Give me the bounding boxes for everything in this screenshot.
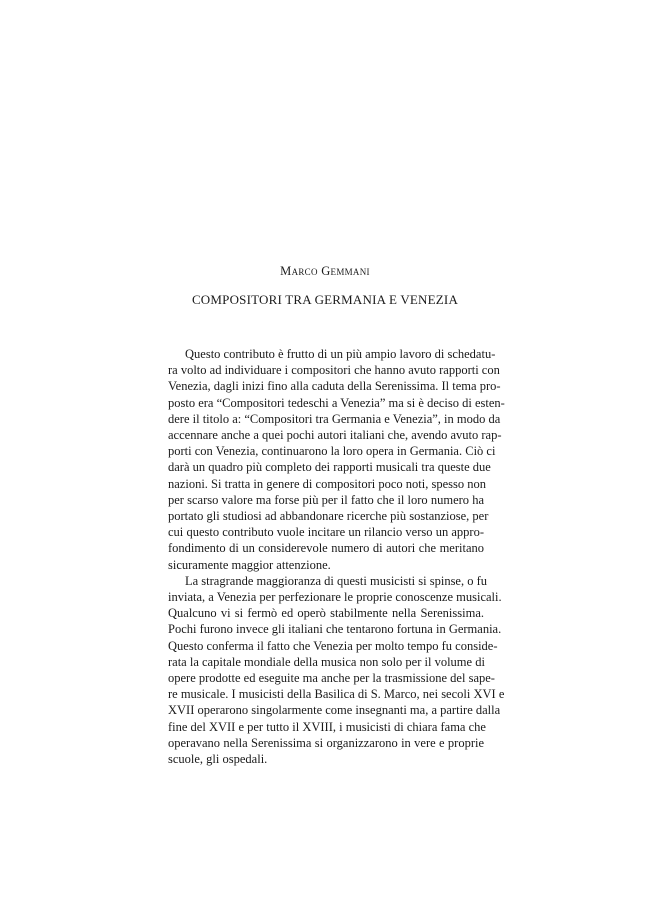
article-title: COMPOSITORI TRA GERMANIA E VENEZIA — [191, 292, 459, 307]
text-line: Questo contributo è frutto di un più ampio lavoro di schedatu- — [185, 347, 496, 361]
text-line: per scarso valore ma forse più per il fatto che il loro numero ha — [168, 492, 484, 507]
text-line: inviata, a Venezia per perfezionare le proprie conoscenze musicali. — [168, 590, 502, 605]
text-line: fine del XVII e per tutto il XVIII, i musicisti di chiara fama che — [168, 719, 486, 734]
article-body — [168, 346, 505, 767]
text-line: ra volto ad individuare i compositori che hanno avuto rapporti con — [168, 363, 500, 378]
author-name: Marco Gemmani — [280, 264, 370, 278]
text-line: XVII operarono singolarmente come insegnanti ma, a partire dalla — [168, 703, 501, 718]
text-line: porti con Venezia, continuarono la loro opera in Germania. Ciò ci — [168, 444, 496, 459]
text-line: posto era “Compositori tedeschi a Venezia” ma si è deciso di esten- — [168, 395, 505, 410]
text-line: Questo conferma il fatto che Venezia per molto tempo fu conside- — [168, 638, 498, 653]
text-line: dere il titolo a: “Compositori tra Germania e Venezia”, in modo da — [168, 411, 501, 426]
text-line: accennare anche a quei pochi autori italiani che, avendo avuto rap- — [168, 428, 502, 443]
text-line: sicuramente maggior attenzione. — [168, 557, 331, 572]
text-line: re musicale. I musicisti della Basilica di S. Marco, nei secoli XVI e — [168, 687, 505, 702]
text-line: portato gli studiosi ad abbandonare ricerche più sostanziose, per — [168, 509, 489, 524]
text-line: opere prodotte ed eseguite ma anche per la trasmissione del sape- — [168, 671, 495, 686]
text-line: cui questo contributo vuole incitare un rilancio verso un appro- — [168, 525, 484, 540]
text-line: Venezia, dagli inizi fino alla caduta della Serenissima. Il tema pro- — [168, 379, 501, 394]
paragraph-2 — [168, 573, 505, 767]
text-line: fondimento di un considerevole numero di autori che meritano — [168, 541, 484, 556]
text-line: rata la capitale mondiale della musica non solo per il volume di — [168, 654, 485, 669]
text-line: Qualcuno vi si fermò ed operò stabilmente nella Serenissima. — [168, 606, 484, 621]
text-line: Pochi furono invece gli italiani che tentarono fortuna in Germania. — [168, 622, 502, 637]
text-line: darà un quadro più completo dei rapporti musicali tra queste due — [168, 460, 491, 475]
text-line: scuole, gli ospedali. — [168, 752, 268, 767]
text-line: nazioni. Si tratta in genere di compositori poco noti, spesso non — [168, 476, 486, 491]
text-line: La stragrande maggioranza di questi musicisti si spinse, o fu — [185, 573, 488, 588]
paragraph-1 — [168, 346, 505, 573]
text-line: operavano nella Serenissima si organizzarono in vere e proprie — [168, 735, 484, 750]
